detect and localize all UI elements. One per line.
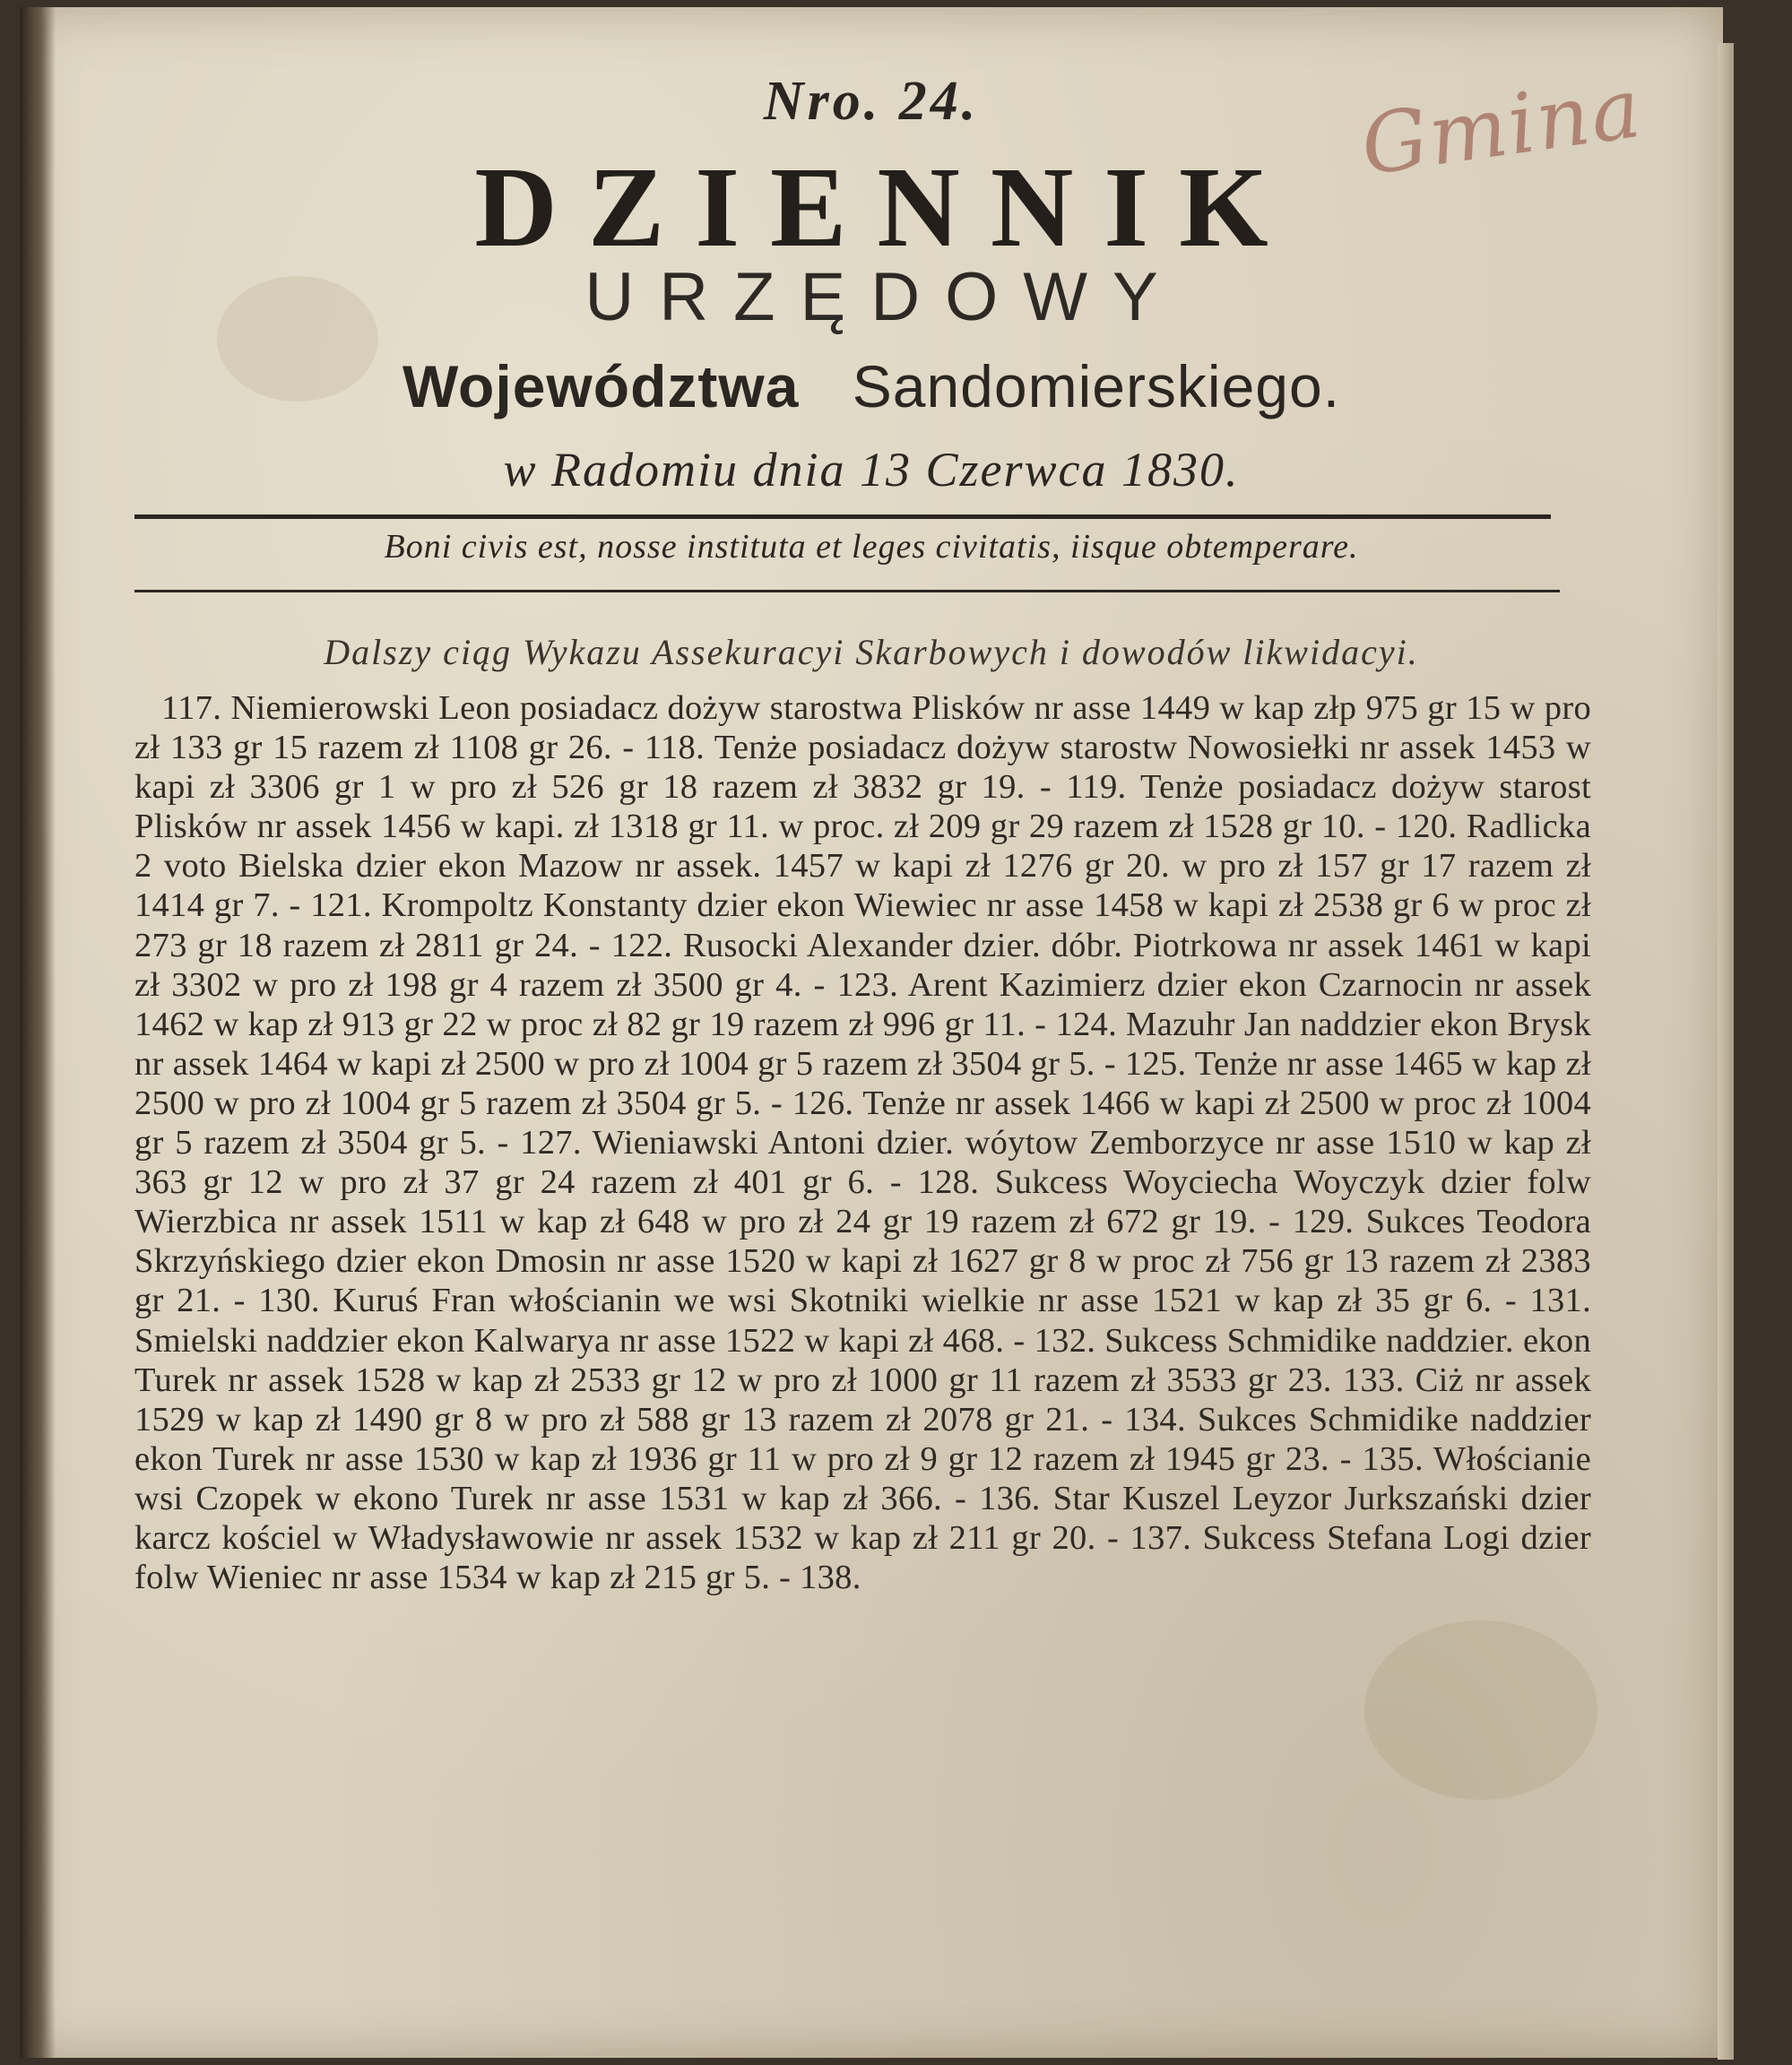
dateline: w Radomiu dnia 13 Czerwca 1830. [503, 443, 1240, 497]
masthead-subtitle: URZĘDOWY [584, 259, 1183, 335]
section-heading: Dalszy ciąg Wykazu Assekuracyi Skarbowych i dowodów likwidacyi. [324, 632, 1419, 672]
article-paragraph: 117. Niemierowski Leon posiadacz dożyw starostwa Plisków nr asse 1449 w kap złp 975 gr 15 w pro zł 133 gr 15 razem zł 1108 gr 26. - 118. Tenże posiadacz dożyw starostw Nowosiełki nr assek 1453 w kapi zł 3306 gr 1 w pro zł 526 gr 18 razem zł 3832 gr 19. - 119. Tenże posiadacz dożyw starost Plisków nr assek 1456 w kapi. zł 1318 gr 11. w proc. zł 209 gr 29 razem zł 1528 gr 10. - 120. Radlicka 2 voto Bielska dzier ekon Mazow nr assek. 1457 w kapi zł 1276 gr 20. w pro zł 157 gr 17 razem zł 1414 gr 7. - 121. Krompoltz Konstanty dzier ekon Wiewiec nr asse 1458 w kapi zł 2538 gr 6 w proc zł 273 gr 18 razem zł 2811 gr 24. - 122. Rusocki Alexander dzier. dóbr. Piotrkowa nr assek 1461 w kapi zł 3302 w pro zł 198 gr 4 razem zł 3500 gr 4. - 123. Arent Kazimierz dzier ekon Czarnocin nr assek 1462 w kap zł 913 gr 22 w proc zł 82 gr 19 razem zł 996 gr 11. - 124. Mazuhr Jan naddzier ekon Brysk nr assek 1464 w kapi zł 2500 w pro zł 1004 gr 5 razem zł 3504 gr 5. - 125. Tenże nr asse 1465 w kap zł 2500 w pro zł 1004 gr 5 razem zł 3504 gr 5. - 126. Tenże nr assek 1466 w kapi zł 2500 w proc zł 1004 gr 5 razem zł 3504 gr 5. - 127. Wieniawski Antoni dzier. wóytow Zemborzyce nr asse 1510 w kap zł 363 gr 12 w pro zł 37 gr 24 razem zł 401 gr 6. - 128. Sukcess Woyciecha Woyczyk dzier folw Wierzbica nr assek 1511 w kap zł 648 w pro zł 24 gr 19 razem zł 672 gr 19. - 129. Sukces Teodora Skrzyńskiego dzier ekon Dmosin nr asse 1520 w kapi zł 1627 gr 8 w proc zł 756 gr 13 razem zł 2383 gr 21. - 130. Kuruś Fran włościanin we wsi Skotniki wielkie nr asse 1521 w kap zł 35 gr 6. - 131. Smielski naddzier ekon Kalwarya nr asse 1522 w kapi zł 468. - 132. Sukcess Schmidike naddzier. ekon Turek nr assek 1528 w kap zł 2533 gr 12 w pro zł 1000 gr 11 razem zł 3533 gr 23. 133. Ciż nr assek 1529 w kap zł 1490 gr 8 w pro zł 588 gr 13 razem zł 2078 gr 21. - 134. Sukces Schmidike naddzier ekon Turek nr asse 1530 w kap zł 1936 gr 11 w pro zł 9 gr 12 razem zł 1945 gr 23. - 135. Włościanie wsi Czopek w ekono Turek nr asse 1531 w kap zł 366. - 136. Star Kuszel Leyzor Jurkszański dzier karcz kościel w Władysławowie nr assek 1532 w kap zł 211 gr 20. - 137. Sukcess Stefana Logi dzier folw Wieniec nr asse 1534 w kap zł 215 gr 5. - 138. [134, 689, 1591, 1597]
paper-stain [1364, 1620, 1597, 1800]
masthead-title: DZIENNIK [474, 143, 1299, 271]
issue-number: Nro. 24. [763, 71, 980, 132]
province-word: Sandomierskiego. [852, 353, 1341, 419]
article-body [134, 688, 1591, 1597]
bottom-divider [134, 590, 1560, 592]
motto: Boni civis est, nosse instituta et leges civitatis, iisque obtemperare. [384, 528, 1359, 566]
province-word: Województwa [402, 353, 800, 419]
page-edge [1718, 43, 1734, 2060]
province-line [20, 352, 1723, 420]
handwritten-note: Gmina [1355, 59, 1648, 194]
newspaper-page [20, 7, 1723, 2058]
top-divider [134, 514, 1551, 519]
